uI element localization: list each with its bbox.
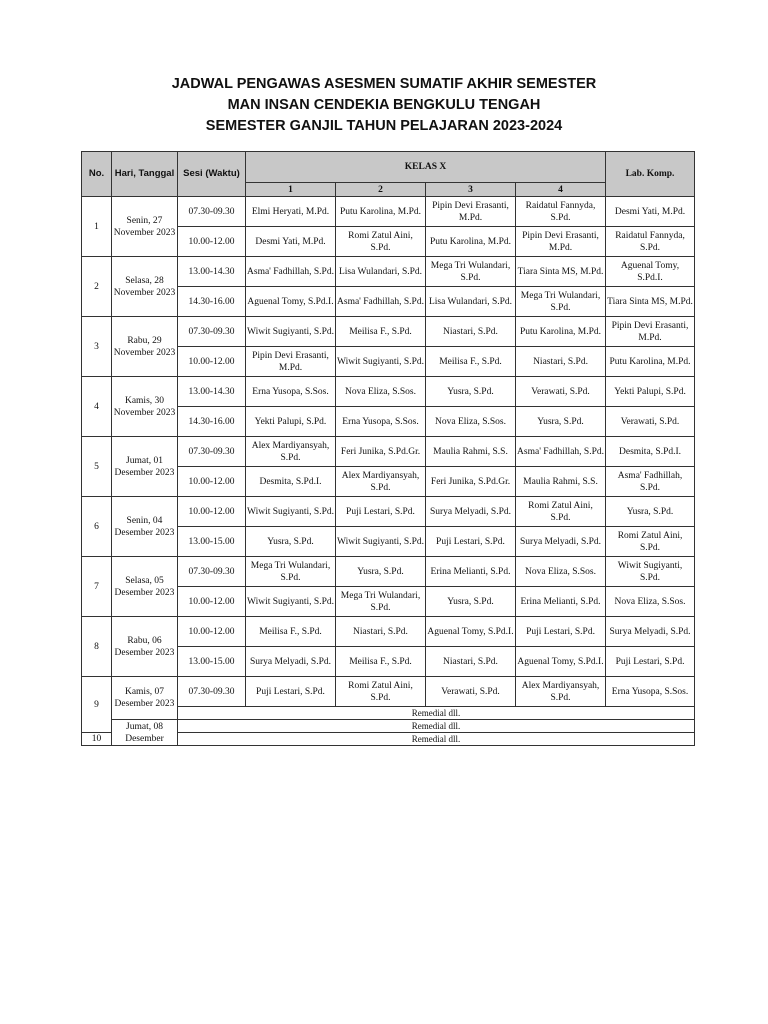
cell-class-4: Yusra, S.Pd. bbox=[516, 407, 606, 437]
cell-class-1: Meilisa F., S.Pd. bbox=[246, 617, 336, 647]
cell-class-4: Erina Melianti, S.Pd. bbox=[516, 587, 606, 617]
header-class-4: 4 bbox=[516, 183, 606, 197]
day-number: 4 bbox=[82, 377, 112, 437]
cell-class-4: Mega Tri Wulandari, S.Pd. bbox=[516, 287, 606, 317]
cell-class-4: Raidatul Fannyda, S.Pd. bbox=[516, 197, 606, 227]
cell-class-4: Puji Lestari, S.Pd. bbox=[516, 617, 606, 647]
day-number: 3 bbox=[82, 317, 112, 377]
day-number: 1 bbox=[82, 197, 112, 257]
table-row bbox=[82, 497, 695, 527]
cell-class-2: Puji Lestari, S.Pd. bbox=[336, 497, 426, 527]
cell-class-2: Meilisa F., S.Pd. bbox=[336, 317, 426, 347]
cell-class-3: Verawati, S.Pd. bbox=[426, 677, 516, 707]
table-row bbox=[82, 677, 695, 707]
cell-class-3: Mega Tri Wulandari, S.Pd. bbox=[426, 257, 516, 287]
session-time: 10.00-12.00 bbox=[178, 467, 246, 497]
session-time: 10.00-12.00 bbox=[178, 347, 246, 377]
cell-lab: Puji Lestari, S.Pd. bbox=[606, 647, 695, 677]
day-date: Kamis, 07 Desember 2023 bbox=[112, 677, 178, 720]
cell-class-1: Surya Melyadi, S.Pd. bbox=[246, 647, 336, 677]
day-number: 6 bbox=[82, 497, 112, 557]
cell-class-1: Pipin Devi Erasanti, M.Pd. bbox=[246, 347, 336, 377]
session-time: 07.30-09.30 bbox=[178, 437, 246, 467]
cell-lab: Nova Eliza, S.Sos. bbox=[606, 587, 695, 617]
cell-class-3: Niastari, S.Pd. bbox=[426, 647, 516, 677]
day-date: Senin, 04 Desember 2023 bbox=[112, 497, 178, 557]
cell-class-1: Wiwit Sugiyanti, S.Pd. bbox=[246, 587, 336, 617]
cell-lab: Yusra, S.Pd. bbox=[606, 497, 695, 527]
cell-lab: Desmita, S.Pd.I. bbox=[606, 437, 695, 467]
table-row bbox=[82, 720, 695, 733]
cell-class-3: Erina Melianti, S.Pd. bbox=[426, 557, 516, 587]
cell-class-2: Lisa Wulandari, S.Pd. bbox=[336, 257, 426, 287]
cell-class-2: Wiwit Sugiyanti, S.Pd. bbox=[336, 347, 426, 377]
cell-lab: Tiara Sinta MS, M.Pd. bbox=[606, 287, 695, 317]
cell-class-1: Erna Yusopa, S.Sos. bbox=[246, 377, 336, 407]
cell-class-3: Lisa Wulandari, S.Pd. bbox=[426, 287, 516, 317]
document-title-block bbox=[0, 74, 768, 137]
cell-class-3: Putu Karolina, M.Pd. bbox=[426, 227, 516, 257]
day-date: Selasa, 05 Desember 2023 bbox=[112, 557, 178, 617]
table-row bbox=[82, 437, 695, 467]
cell-class-1: Wiwit Sugiyanti, S.Pd. bbox=[246, 497, 336, 527]
remedial-cell: Remedial dll. bbox=[178, 720, 695, 733]
cell-class-1: Yekti Palupi, S.Pd. bbox=[246, 407, 336, 437]
session-time: 10.00-12.00 bbox=[178, 617, 246, 647]
cell-class-2: Meilisa F., S.Pd. bbox=[336, 647, 426, 677]
day-number: 9 bbox=[82, 677, 112, 733]
cell-class-3: Maulia Rahmi, S.S. bbox=[426, 437, 516, 467]
session-time: 07.30-09.30 bbox=[178, 317, 246, 347]
cell-class-4: Niastari, S.Pd. bbox=[516, 347, 606, 377]
day-date: Jumat, 08 Desember bbox=[112, 720, 178, 746]
session-time: 10.00-12.00 bbox=[178, 497, 246, 527]
cell-class-4: Verawati, S.Pd. bbox=[516, 377, 606, 407]
cell-class-4: Nova Eliza, S.Sos. bbox=[516, 557, 606, 587]
cell-class-4: Tiara Sinta MS, M.Pd. bbox=[516, 257, 606, 287]
cell-lab: Wiwit Sugiyanti, S.Pd. bbox=[606, 557, 695, 587]
cell-class-3: Yusra, S.Pd. bbox=[426, 587, 516, 617]
header-class-1: 1 bbox=[246, 183, 336, 197]
cell-lab: Verawati, S.Pd. bbox=[606, 407, 695, 437]
session-time: 14.30-16.00 bbox=[178, 287, 246, 317]
cell-lab: Putu Karolina, M.Pd. bbox=[606, 347, 695, 377]
cell-class-4: Romi Zatul Aini, S.Pd. bbox=[516, 497, 606, 527]
cell-lab: Romi Zatul Aini, S.Pd. bbox=[606, 527, 695, 557]
cell-lab: Erna Yusopa, S.Sos. bbox=[606, 677, 695, 707]
cell-class-2: Yusra, S.Pd. bbox=[336, 557, 426, 587]
schedule-body bbox=[82, 197, 695, 746]
day-number: 5 bbox=[82, 437, 112, 497]
header-day: Hari, Tanggal bbox=[112, 152, 178, 197]
cell-class-1: Puji Lestari, S.Pd. bbox=[246, 677, 336, 707]
cell-lab: Asma' Fadhillah, S.Pd. bbox=[606, 467, 695, 497]
day-date: Rabu, 29 November 2023 bbox=[112, 317, 178, 377]
session-time: 07.30-09.30 bbox=[178, 197, 246, 227]
session-time: 13.00-15.00 bbox=[178, 527, 246, 557]
cell-class-1: Wiwit Sugiyanti, S.Pd. bbox=[246, 317, 336, 347]
cell-class-3: Aguenal Tomy, S.Pd.I. bbox=[426, 617, 516, 647]
cell-class-2: Romi Zatul Aini, S.Pd. bbox=[336, 227, 426, 257]
title-line-2: MAN INSAN CENDEKIA BENGKULU TENGAH bbox=[227, 97, 541, 113]
cell-class-3: Feri Junika, S.Pd.Gr. bbox=[426, 467, 516, 497]
title-line-3: SEMESTER GANJIL TAHUN PELAJARAN 2023-2024 bbox=[205, 118, 563, 134]
header-class-3: 3 bbox=[426, 183, 516, 197]
session-time: 14.30-16.00 bbox=[178, 407, 246, 437]
day-date: Senin, 27 November 2023 bbox=[112, 197, 178, 257]
day-date: Jumat, 01 Desember 2023 bbox=[112, 437, 178, 497]
cell-class-3: Pipin Devi Erasanti, M.Pd. bbox=[426, 197, 516, 227]
cell-class-1: Desmita, S.Pd.I. bbox=[246, 467, 336, 497]
remedial-cell: Remedial dll. bbox=[178, 707, 695, 720]
cell-class-1: Desmi Yati, M.Pd. bbox=[246, 227, 336, 257]
cell-class-4: Pipin Devi Erasanti, M.Pd. bbox=[516, 227, 606, 257]
day-date: Rabu, 06 Desember 2023 bbox=[112, 617, 178, 677]
cell-class-1: Yusra, S.Pd. bbox=[246, 527, 336, 557]
cell-lab: Desmi Yati, M.Pd. bbox=[606, 197, 695, 227]
table-row bbox=[82, 377, 695, 407]
cell-class-4: Maulia Rahmi, S.S. bbox=[516, 467, 606, 497]
session-time: 13.00-15.00 bbox=[178, 647, 246, 677]
table-row bbox=[82, 317, 695, 347]
cell-class-4: Alex Mardiyansyah, S.Pd. bbox=[516, 677, 606, 707]
session-time: 13.00-14.30 bbox=[178, 377, 246, 407]
cell-class-4: Putu Karolina, M.Pd. bbox=[516, 317, 606, 347]
cell-class-2: Feri Junika, S.Pd.Gr. bbox=[336, 437, 426, 467]
cell-class-2: Wiwit Sugiyanti, S.Pd. bbox=[336, 527, 426, 557]
day-number: 7 bbox=[82, 557, 112, 617]
session-time: 13.00-14.30 bbox=[178, 257, 246, 287]
cell-lab: Yekti Palupi, S.Pd. bbox=[606, 377, 695, 407]
cell-class-2: Nova Eliza, S.Sos. bbox=[336, 377, 426, 407]
cell-class-3: Nova Eliza, S.Sos. bbox=[426, 407, 516, 437]
day-number: 2 bbox=[82, 257, 112, 317]
header-no: No. bbox=[82, 152, 112, 197]
cell-lab: Pipin Devi Erasanti, M.Pd. bbox=[606, 317, 695, 347]
day-date: Selasa, 28 November 2023 bbox=[112, 257, 178, 317]
cell-class-3: Niastari, S.Pd. bbox=[426, 317, 516, 347]
cell-class-2: Asma' Fadhillah, S.Pd. bbox=[336, 287, 426, 317]
cell-class-2: Alex Mardiyansyah, S.Pd. bbox=[336, 467, 426, 497]
cell-class-4: Aguenal Tomy, S.Pd.I. bbox=[516, 647, 606, 677]
cell-class-4: Asma' Fadhillah, S.Pd. bbox=[516, 437, 606, 467]
cell-class-2: Erna Yusopa, S.Sos. bbox=[336, 407, 426, 437]
table-row bbox=[82, 557, 695, 587]
cell-class-3: Puji Lestari, S.Pd. bbox=[426, 527, 516, 557]
cell-class-2: Romi Zatul Aini, S.Pd. bbox=[336, 677, 426, 707]
cell-class-2: Mega Tri Wulandari, S.Pd. bbox=[336, 587, 426, 617]
session-time: 10.00-12.00 bbox=[178, 227, 246, 257]
cell-class-4: Surya Melyadi, S.Pd. bbox=[516, 527, 606, 557]
cell-class-2: Putu Karolina, M.Pd. bbox=[336, 197, 426, 227]
table-row bbox=[82, 617, 695, 647]
cell-class-1: Asma' Fadhillah, S.Pd. bbox=[246, 257, 336, 287]
day-date: Kamis, 30 November 2023 bbox=[112, 377, 178, 437]
cell-lab: Raidatul Fannyda, S.Pd. bbox=[606, 227, 695, 257]
table-row bbox=[82, 257, 695, 287]
header-lab: Lab. Komp. bbox=[606, 152, 695, 197]
schedule-table bbox=[81, 151, 695, 746]
day-number: 10 bbox=[82, 733, 112, 746]
day-number: 8 bbox=[82, 617, 112, 677]
table-row bbox=[82, 197, 695, 227]
title-line-1: JADWAL PENGAWAS ASESMEN SUMATIF AKHIR SEMESTER bbox=[171, 76, 597, 92]
cell-class-3: Surya Melyadi, S.Pd. bbox=[426, 497, 516, 527]
session-time: 10.00-12.00 bbox=[178, 587, 246, 617]
cell-class-1: Alex Mardiyansyah, S.Pd. bbox=[246, 437, 336, 467]
cell-class-3: Meilisa F., S.Pd. bbox=[426, 347, 516, 377]
cell-lab: Aguenal Tomy, S.Pd.I. bbox=[606, 257, 695, 287]
cell-class-1: Elmi Heryati, M.Pd. bbox=[246, 197, 336, 227]
remedial-cell: Remedial dll. bbox=[178, 733, 695, 746]
cell-class-3: Yusra, S.Pd. bbox=[426, 377, 516, 407]
cell-class-2: Niastari, S.Pd. bbox=[336, 617, 426, 647]
cell-lab: Surya Melyadi, S.Pd. bbox=[606, 617, 695, 647]
header-session: Sesi (Waktu) bbox=[178, 152, 246, 197]
header-class-group: KELAS X bbox=[246, 152, 606, 183]
session-time: 07.30-09.30 bbox=[178, 677, 246, 707]
session-time: 07.30-09.30 bbox=[178, 557, 246, 587]
cell-class-1: Mega Tri Wulandari, S.Pd. bbox=[246, 557, 336, 587]
header-class-2: 2 bbox=[336, 183, 426, 197]
cell-class-1: Aguenal Tomy, S.Pd.I. bbox=[246, 287, 336, 317]
